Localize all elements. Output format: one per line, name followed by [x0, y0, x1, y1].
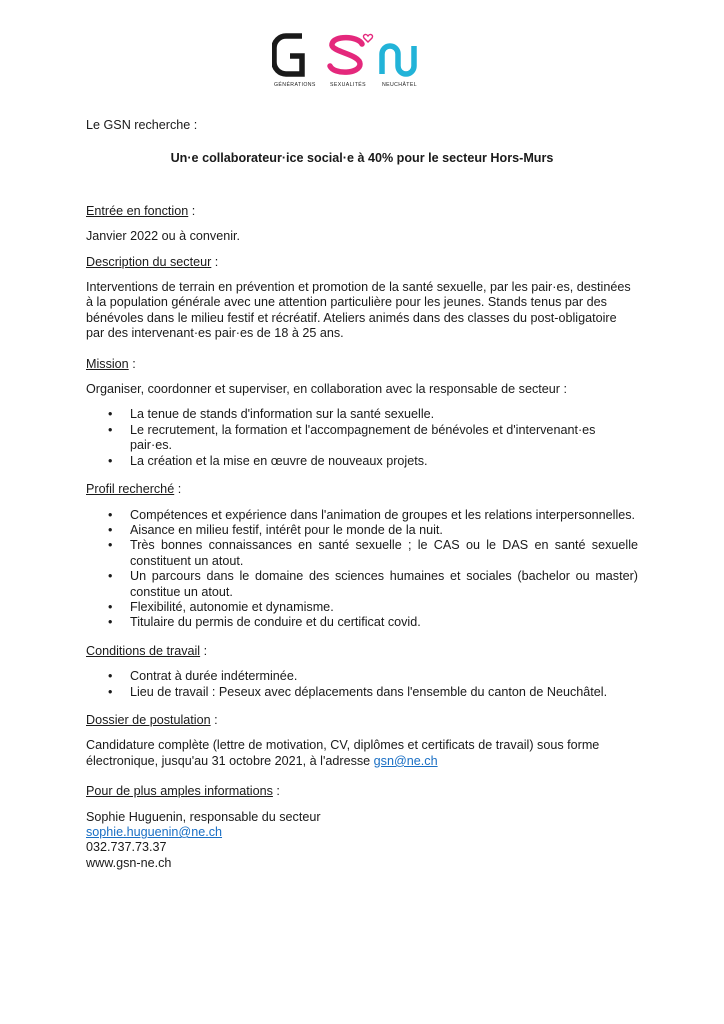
gsn-logo	[272, 32, 432, 94]
list-item: • Titulaire du permis de conduire et du certificat covid.	[86, 615, 638, 630]
heading-suffix: :	[211, 254, 219, 269]
section-heading-entree	[86, 204, 638, 219]
heading-suffix: :	[200, 643, 208, 658]
entree-text: Janvier 2022 ou à convenir.	[86, 229, 241, 244]
section-heading-infos	[86, 784, 638, 799]
heading-suffix: :	[272, 784, 280, 799]
section-heading-dossier	[86, 713, 638, 728]
contact-email-line	[86, 825, 638, 840]
profil-list	[86, 508, 638, 631]
list-item: • Flexibilité, autonomie et dynamisme.	[86, 600, 638, 615]
heading-label: Description du secteur	[86, 254, 212, 269]
conditions-list	[86, 669, 638, 700]
gsn-logo-mark	[272, 32, 432, 78]
section-heading-conditions	[86, 644, 638, 659]
section-heading-profil	[86, 482, 638, 497]
list-item: • Un parcours dans le domaine des sciences humaines et sociales (bachelor ou master) constitue un atout.	[86, 569, 638, 600]
list-item: • Très bonnes connaissances en santé sexuelle ; le CAS ou le DAS en santé sexuelle constituent un atout.	[86, 538, 638, 569]
heading-label: Entrée en fonction	[86, 203, 189, 218]
mission-text: Organiser, coordonner et superviser, en collaboration avec la responsable de secteur :	[86, 382, 567, 397]
intro-text: Le GSN recherche :	[86, 118, 198, 132]
heading-label: Mission	[86, 356, 129, 371]
mission-list	[86, 407, 638, 469]
section-heading-mission	[86, 357, 638, 372]
heading-suffix: :	[128, 356, 136, 371]
description-text: Interventions de terrain en prévention et promotion de la santé sexuelle, par les pair·es, destinées à la population générale avec une attention particulière pour les jeunes. Stands tenus par des bénévoles dans le milieu festif et récréatif. Ateliers animés dans des classes du post-obligatoire par des intervenant·es pair·es de 18 à 25 ans.	[86, 280, 631, 341]
logo-tagline-right: NEUCHÂTEL	[382, 82, 418, 88]
heading-label: Profil recherché	[86, 482, 175, 497]
heading-suffix: :	[174, 482, 182, 497]
heading-suffix: :	[210, 712, 218, 727]
list-item: • Aisance en milieu festif, intérêt pour le monde de la nuit.	[86, 523, 638, 538]
dossier-email-link[interactable]: gsn@ne.ch	[373, 753, 438, 768]
list-item: • Compétences et expérience dans l'animation de groupes et les relations interpersonnelles.	[86, 508, 638, 523]
contact-phone: 032.737.73.37	[86, 840, 167, 855]
dossier-body: Candidature complète (lettre de motivation, CV, diplômes et certificats de travail) sous forme électronique, jusqu'au 31 octobre 2021, à l'adresse	[86, 738, 600, 768]
logo-tagline	[272, 82, 432, 92]
list-item: • La tenue de stands d'information sur la santé sexuelle.	[86, 407, 638, 422]
logo-tagline-left: GÉNÉRATIONS	[274, 82, 316, 88]
document-body	[86, 118, 638, 871]
list-item: • La création et la mise en œuvre de nouveaux projets.	[86, 454, 638, 469]
list-item: • Lieu de travail : Peseux avec déplacements dans l'ensemble du canton de Neuchâtel.	[86, 685, 638, 700]
dossier-text	[86, 738, 638, 769]
job-title: Un·e collaborateur·ice social·e à 40% pour le secteur Hors-Murs	[170, 151, 554, 166]
heading-label: Conditions de travail	[86, 643, 201, 658]
heading-label: Pour de plus amples informations	[86, 784, 273, 799]
logo-tagline-mid: SEXUALITÉS	[330, 82, 367, 88]
contact-website[interactable]: www.gsn-ne.ch	[86, 855, 172, 870]
section-heading-description	[86, 255, 638, 270]
heading-label: Dossier de postulation	[86, 712, 211, 727]
list-item: • Le recrutement, la formation et l'accompagnement de bénévoles et d'intervenant·es pair·es.	[86, 423, 638, 454]
contact-email-link[interactable]: sophie.huguenin@ne.ch	[86, 825, 223, 839]
heading-suffix: :	[188, 203, 196, 218]
list-item: • Contrat à durée indéterminée.	[86, 669, 638, 684]
contact-name: Sophie Huguenin, responsable du secteur	[86, 809, 321, 824]
